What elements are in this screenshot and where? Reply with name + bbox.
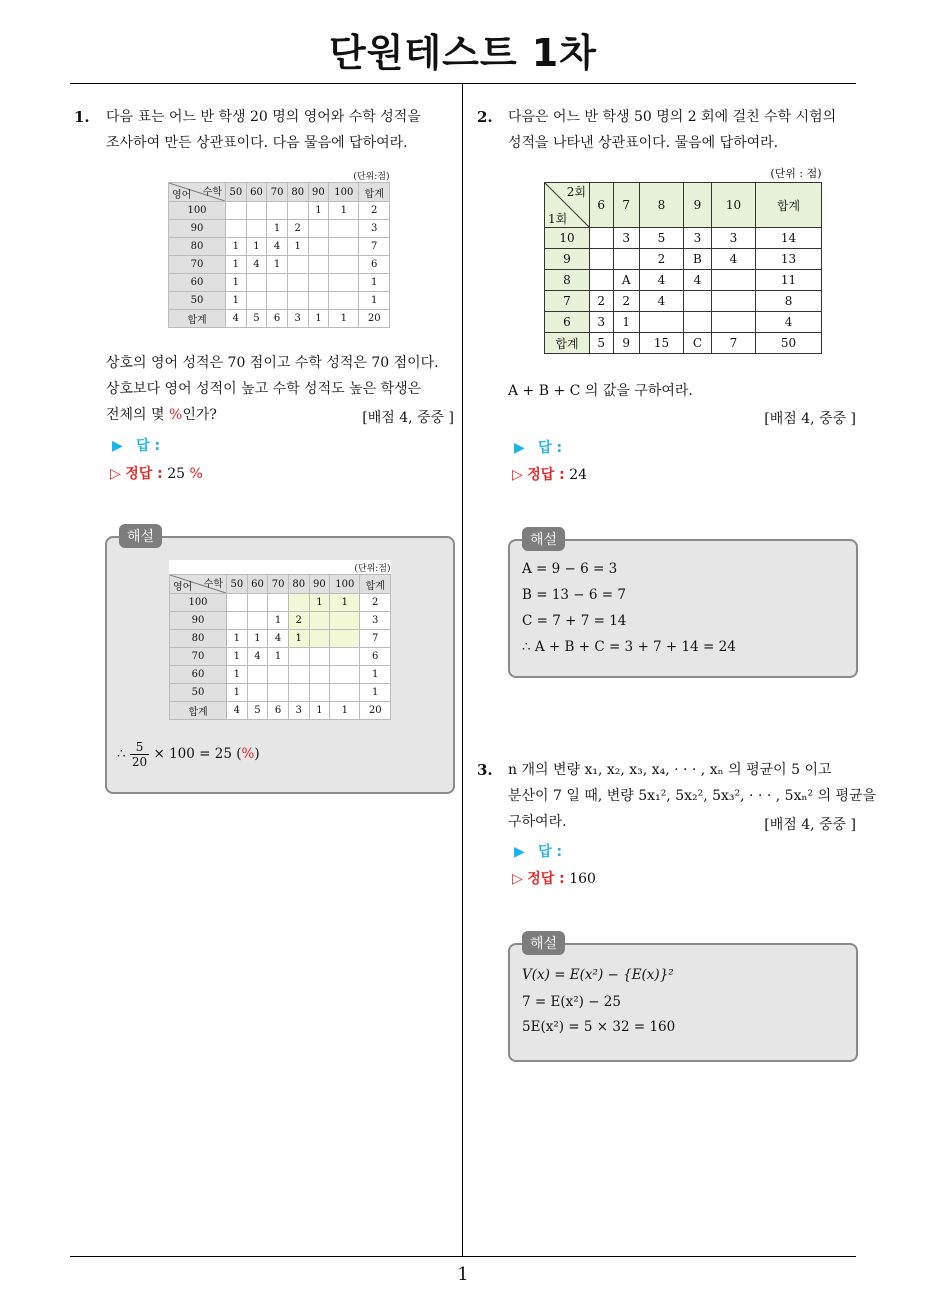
table-cell: 2 <box>639 249 683 270</box>
table-cell: 1 <box>227 684 248 702</box>
table-cell: 1 <box>267 220 288 238</box>
table-cell <box>613 249 639 270</box>
column-header: 70 <box>268 575 289 594</box>
top-divider <box>70 83 856 84</box>
row-header: 70 <box>170 648 227 666</box>
table-row <box>170 612 391 630</box>
table-cell: 2 <box>288 612 309 630</box>
table-cell: 1 <box>329 310 359 328</box>
table-row <box>170 630 391 648</box>
q3-answer-line: ▶ 답 : <box>514 844 563 860</box>
row-header: 50 <box>169 292 226 310</box>
table-cell <box>247 684 268 702</box>
q2-correct-answer: ▷ 정답 : 24 <box>512 467 588 483</box>
table-row <box>170 684 391 702</box>
q1-correct-answer: ▷ 정답 : 25 % <box>110 466 203 482</box>
table-cell <box>330 612 360 630</box>
column-header: 9 <box>684 183 712 228</box>
q1-correlation-table <box>168 168 390 328</box>
row-header: 합계 <box>169 310 226 328</box>
row-header: 합계 <box>170 702 227 720</box>
column-header: 50 <box>227 575 248 594</box>
table-cell <box>330 630 360 648</box>
table-cell: 1 <box>227 630 248 648</box>
table-cell: 7 <box>360 630 391 648</box>
column-header: 80 <box>287 183 308 202</box>
table-cell: 1 <box>360 684 391 702</box>
q2-correlation-table <box>544 164 822 354</box>
table-corner-header <box>169 183 226 202</box>
column-header: 합계 <box>359 183 390 202</box>
corner-top-label: 수학 <box>203 579 223 590</box>
row-header: 100 <box>169 202 226 220</box>
column-header: 60 <box>247 575 268 594</box>
table-cell <box>308 238 329 256</box>
table-cell <box>309 666 330 684</box>
table-row <box>170 666 391 684</box>
table-cell: 4 <box>639 270 683 291</box>
table-cell: 1 <box>226 238 247 256</box>
table-cell: 1 <box>359 292 390 310</box>
row-header: 70 <box>169 256 226 274</box>
table-cell: 7 <box>359 238 390 256</box>
q2-solution-box <box>508 539 858 678</box>
table-cell <box>226 220 247 238</box>
table-cell <box>246 202 267 220</box>
q3-text-line1: n 개의 변량 x₁, x₂, x₃, x₄, · · · , xₙ 의 평균이 5 이고 <box>508 762 832 778</box>
table-cell: 20 <box>359 310 390 328</box>
table-cell <box>711 270 755 291</box>
row-header: 합계 <box>545 333 590 354</box>
q2-score: [배점 4, 중중 ] <box>764 411 856 427</box>
table-cell: 4 <box>227 702 248 720</box>
table-row <box>170 702 391 720</box>
q3-text-line2: 분산이 7 일 때, 변량 5x₁², 5x₂², 5x₃², · · · , 5xₙ² 의 평균을 <box>508 788 877 804</box>
table-cell: 3 <box>711 228 755 249</box>
row-header: 80 <box>170 630 227 648</box>
q1-text-line1: 다음 표는 어느 반 학생 20 명의 영어와 수학 성적을 <box>106 109 421 125</box>
q2-number: 2. <box>477 108 493 126</box>
table-cell: 11 <box>756 270 822 291</box>
column-header: 70 <box>267 183 288 202</box>
column-divider <box>462 84 463 1256</box>
table-unit: (단위:점) <box>169 168 390 183</box>
table-cell: 4 <box>756 312 822 333</box>
table-cell: 4 <box>639 291 683 312</box>
table-cell: 3 <box>684 228 712 249</box>
column-header: 90 <box>308 183 329 202</box>
table-cell: 5 <box>590 333 614 354</box>
table-cell <box>308 274 329 292</box>
outline-triangle-icon: ▷ <box>110 466 121 482</box>
table-cell: 1 <box>308 310 329 328</box>
table-cell: 1 <box>330 594 360 612</box>
table-row <box>169 256 390 274</box>
table-cell <box>684 312 712 333</box>
row-header: 10 <box>545 228 590 249</box>
table-cell: 4 <box>684 270 712 291</box>
column-header: 합계 <box>756 183 822 228</box>
table-cell: 1 <box>226 274 247 292</box>
table-cell <box>287 202 308 220</box>
table-cell: 1 <box>226 256 247 274</box>
corner-top-label: 수학 <box>202 187 222 198</box>
table-row <box>545 270 822 291</box>
row-header: 90 <box>170 612 227 630</box>
q1-solution-box <box>105 536 455 794</box>
corner-top-label: 2회 <box>566 185 586 199</box>
table-cell: B <box>684 249 712 270</box>
table-cell <box>268 684 289 702</box>
q3-correct-answer: ▷ 정답 : 160 <box>512 871 596 887</box>
table-cell <box>268 594 289 612</box>
corner-bottom-label: 1회 <box>548 212 568 226</box>
table-row <box>169 202 390 220</box>
table-cell <box>226 202 247 220</box>
row-header: 6 <box>545 312 590 333</box>
row-header: 60 <box>170 666 227 684</box>
q3-solution-tag: 해설 <box>522 931 565 955</box>
table-cell: 6 <box>268 702 289 720</box>
table-cell <box>330 684 360 702</box>
table-cell <box>309 630 330 648</box>
table-cell <box>309 612 330 630</box>
q3-number: 3. <box>477 761 493 779</box>
q2-text-line1: 다음은 어느 반 학생 50 명의 2 회에 걸친 수학 시험의 <box>508 109 837 125</box>
row-header: 60 <box>169 274 226 292</box>
table-cell <box>329 220 359 238</box>
q3-text-line3: 구하여라. <box>508 814 567 830</box>
table-cell: 1 <box>268 648 289 666</box>
table-cell: 1 <box>329 202 359 220</box>
table-cell: 4 <box>711 249 755 270</box>
table-row <box>545 333 822 354</box>
table-cell: 2 <box>613 291 639 312</box>
q2-solution-line-4: ∴ A + B + C = 3 + 7 + 14 = 24 <box>522 639 736 655</box>
table-row <box>169 310 390 328</box>
table-cell: 1 <box>308 202 329 220</box>
table-cell <box>308 292 329 310</box>
table-row <box>169 220 390 238</box>
q3-solution-line-3: 5E(x²) = 5 × 32 = 160 <box>522 1019 676 1035</box>
table-cell: 20 <box>360 702 391 720</box>
table-cell <box>246 274 267 292</box>
table-cell: 1 <box>309 702 330 720</box>
table-cell <box>246 220 267 238</box>
table-cell: 1 <box>227 666 248 684</box>
table-row <box>170 594 391 612</box>
table-cell <box>246 292 267 310</box>
table-cell <box>684 291 712 312</box>
table-row <box>169 238 390 256</box>
table-cell: 14 <box>756 228 822 249</box>
table-cell: 5 <box>247 702 268 720</box>
outline-triangle-icon: ▷ <box>512 467 523 483</box>
table-cell: 2 <box>590 291 614 312</box>
row-header: 100 <box>170 594 227 612</box>
row-header: 7 <box>545 291 590 312</box>
column-header: 80 <box>288 575 309 594</box>
table-cell <box>288 666 309 684</box>
table-cell <box>227 594 248 612</box>
q1-body-line3: 전체의 몇 %인가? <box>106 407 217 423</box>
table-cell: 4 <box>246 256 267 274</box>
q2-solution-line-3: C = 7 + 7 = 14 <box>522 613 627 629</box>
table-cell <box>590 249 614 270</box>
table-cell <box>330 648 360 666</box>
row-header: 90 <box>169 220 226 238</box>
table-row <box>545 228 822 249</box>
table-cell <box>227 612 248 630</box>
table-cell: 5 <box>639 228 683 249</box>
table-unit: (단위:점) <box>170 560 391 575</box>
table-cell <box>247 666 268 684</box>
column-header: 60 <box>246 183 267 202</box>
table-row <box>169 274 390 292</box>
q1-body-line2: 상호보다 영어 성적이 높고 수학 성적도 높은 학생은 <box>106 381 422 397</box>
table-cell: 3 <box>590 312 614 333</box>
q2-answer-line: ▶ 답 : <box>514 440 563 456</box>
table-cell <box>267 292 288 310</box>
table-cell: 1 <box>330 702 360 720</box>
table-cell: 13 <box>756 249 822 270</box>
table-cell <box>308 220 329 238</box>
table-cell: 4 <box>267 238 288 256</box>
table-cell: 4 <box>268 630 289 648</box>
q3-solution-box <box>508 943 858 1062</box>
table-unit: (단위 : 점) <box>770 167 822 180</box>
table-cell <box>711 291 755 312</box>
q1-text-line2: 조사하여 만든 상관표이다. 다음 물음에 답하여라. <box>106 135 408 151</box>
table-cell <box>711 312 755 333</box>
q3-solution-line-2: 7 = E(x²) − 25 <box>522 994 621 1010</box>
table-cell: 6 <box>359 256 390 274</box>
q1-number: 1. <box>74 108 90 126</box>
table-cell: 6 <box>360 648 391 666</box>
table-cell <box>329 292 359 310</box>
table-cell: 1 <box>359 274 390 292</box>
column-header: 90 <box>309 575 330 594</box>
q2-text-line2: 성적을 나타낸 상관표이다. 물음에 답하여라. <box>508 135 779 151</box>
table-cell: 6 <box>267 310 288 328</box>
table-row <box>545 249 822 270</box>
table-cell: 50 <box>756 333 822 354</box>
table-cell: A <box>613 270 639 291</box>
table-cell: 3 <box>287 310 308 328</box>
q3-score: [배점 4, 중중 ] <box>764 817 856 833</box>
table-row <box>545 291 822 312</box>
table-cell <box>268 666 289 684</box>
bottom-divider <box>70 1256 856 1257</box>
table-cell: 1 <box>268 612 289 630</box>
table-cell: 1 <box>246 238 267 256</box>
table-cell <box>287 292 308 310</box>
table-cell: 1 <box>360 666 391 684</box>
page-number: 1 <box>457 1264 469 1285</box>
q2-solution-tag: 해설 <box>522 527 565 551</box>
table-cell <box>329 274 359 292</box>
table-cell: 7 <box>711 333 755 354</box>
table-cell: 1 <box>247 630 268 648</box>
table-cell: C <box>684 333 712 354</box>
column-header: 100 <box>329 183 359 202</box>
table-cell <box>329 256 359 274</box>
table-cell: 1 <box>226 292 247 310</box>
table-cell <box>309 684 330 702</box>
table-cell <box>639 312 683 333</box>
table-row <box>169 292 390 310</box>
row-header: 9 <box>545 249 590 270</box>
table-cell <box>329 238 359 256</box>
table-cell: 1 <box>287 238 308 256</box>
q1-solution-line: ∴ $\frac{5}{20}$ × 100 = 25 (%) <box>117 740 260 769</box>
table-row <box>170 648 391 666</box>
table-corner-header <box>545 183 590 228</box>
q2-solution-line-2: B = 13 − 6 = 7 <box>522 587 626 603</box>
table-cell <box>330 666 360 684</box>
table-cell: 3 <box>360 612 391 630</box>
q1-answer-line: ▶ 답 : <box>112 438 161 454</box>
table-cell: 8 <box>756 291 822 312</box>
play-icon: ▶ <box>514 440 525 456</box>
table-cell: 4 <box>226 310 247 328</box>
table-row <box>545 312 822 333</box>
table-cell <box>590 270 614 291</box>
column-header: 합계 <box>360 575 391 594</box>
table-cell: 3 <box>288 702 309 720</box>
table-cell: 1 <box>267 256 288 274</box>
table-cell: 1 <box>288 630 309 648</box>
column-header: 100 <box>330 575 360 594</box>
column-header: 6 <box>590 183 614 228</box>
q1-solution-tag: 해설 <box>119 524 162 548</box>
row-header: 80 <box>169 238 226 256</box>
table-cell: 5 <box>246 310 267 328</box>
table-cell: 3 <box>359 220 390 238</box>
column-header: 10 <box>711 183 755 228</box>
row-header: 8 <box>545 270 590 291</box>
table-cell <box>267 202 288 220</box>
table-corner-header <box>170 575 227 594</box>
q1-score: [배점 4, 중중 ] <box>362 410 454 426</box>
corner-bottom-label: 영어 <box>172 190 192 201</box>
table-cell <box>308 256 329 274</box>
play-icon: ▶ <box>112 438 123 454</box>
table-cell <box>288 594 309 612</box>
page-title: 단원테스트 1차 <box>329 31 597 75</box>
table-cell <box>267 274 288 292</box>
table-cell <box>247 612 268 630</box>
table-cell <box>309 648 330 666</box>
table-cell <box>288 684 309 702</box>
corner-bottom-label: 영어 <box>173 582 193 593</box>
column-header: 8 <box>639 183 683 228</box>
q2-question: A + B + C 의 값을 구하여라. <box>508 383 693 399</box>
table-cell <box>288 648 309 666</box>
table-cell <box>287 256 308 274</box>
q1-solution-table <box>169 560 391 720</box>
table-cell <box>287 274 308 292</box>
outline-triangle-icon: ▷ <box>512 871 523 887</box>
table-cell: 1 <box>613 312 639 333</box>
row-header: 50 <box>170 684 227 702</box>
table-cell: 4 <box>247 648 268 666</box>
column-header: 7 <box>613 183 639 228</box>
table-cell: 1 <box>309 594 330 612</box>
q1-body-line1: 상호의 영어 성적은 70 점이고 수학 성적은 70 점이다. <box>106 355 439 371</box>
q3-solution-line-1: V(x) = E(x²) − {E(x)}² <box>522 967 674 983</box>
table-cell: 3 <box>613 228 639 249</box>
table-cell: 9 <box>613 333 639 354</box>
play-icon: ▶ <box>514 844 525 860</box>
table-cell: 1 <box>227 648 248 666</box>
table-cell: 2 <box>360 594 391 612</box>
table-cell <box>247 594 268 612</box>
table-cell <box>590 228 614 249</box>
q2-solution-line-1: A = 9 − 6 = 3 <box>522 561 618 577</box>
table-cell: 15 <box>639 333 683 354</box>
table-cell: 2 <box>287 220 308 238</box>
table-cell: 2 <box>359 202 390 220</box>
column-header: 50 <box>226 183 247 202</box>
